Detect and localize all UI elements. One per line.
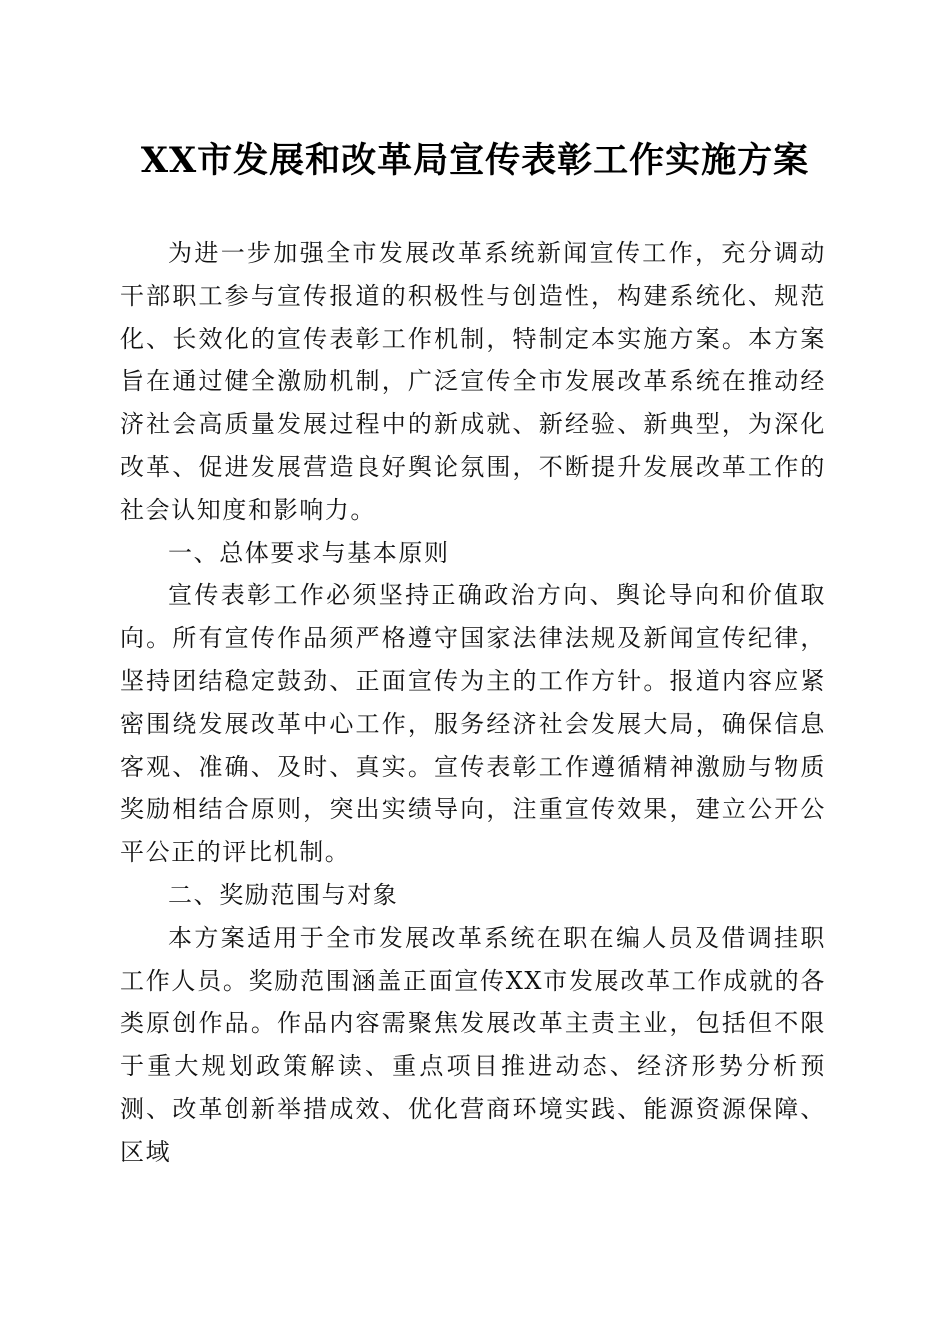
section-heading-1: 一、总体要求与基本原则: [168, 538, 450, 567]
intro-paragraph: 为进一步加强全市发展改革系统新闻宣传工作，充分调动干部职工参与宣传报道的积极性与创造性，构建系统化、规范化、长效化的宣传表彰工作机制，特制定本实施方案。本方案旨在通过健全激励机制，广泛宣传全市发展改革系统在推动经济社会高质量发展过程中的新成就、新经验、新典型，为深化改革、促进发展营造良好舆论氛围，不断提升发展改革工作的社会认知度和影响力。: [120, 239, 826, 524]
section-paragraph-1: 宣传表彰工作必须坚持正确政治方向、舆论导向和价值取向。所有宣传作品须严格遵守国家法律法规及新闻宣传纪律，坚持团结稳定鼓劲、正面宣传为主的工作方针。报道内容应紧密围绕发展改革中心工作，服务经济社会发展大局，确保信息客观、准确、及时、真实。宣传表彰工作遵循精神激励与物质奖励相结合原则，突出实绩导向，注重宣传效果，建立公开公平公正的评比机制。: [120, 581, 826, 867]
document-title: XX市发展和改革局宣传表彰工作实施方案: [140, 140, 810, 181]
document-body: [120, 232, 826, 1174]
section-heading-2: 二、奖励范围与对象: [168, 880, 399, 909]
section-paragraph-2: 本方案适用于全市发展改革系统在职在编人员及借调挂职工作人员。奖励范围涵盖正面宣传XX市发展改革工作成就的各类原创作品。作品内容需聚焦发展改革主责主业，包括但不限于重大规划政策解读、重点项目推进动态、经济形势分析预测、改革创新举措成效、优化营商环境实践、能源资源保障、区域: [120, 923, 826, 1166]
